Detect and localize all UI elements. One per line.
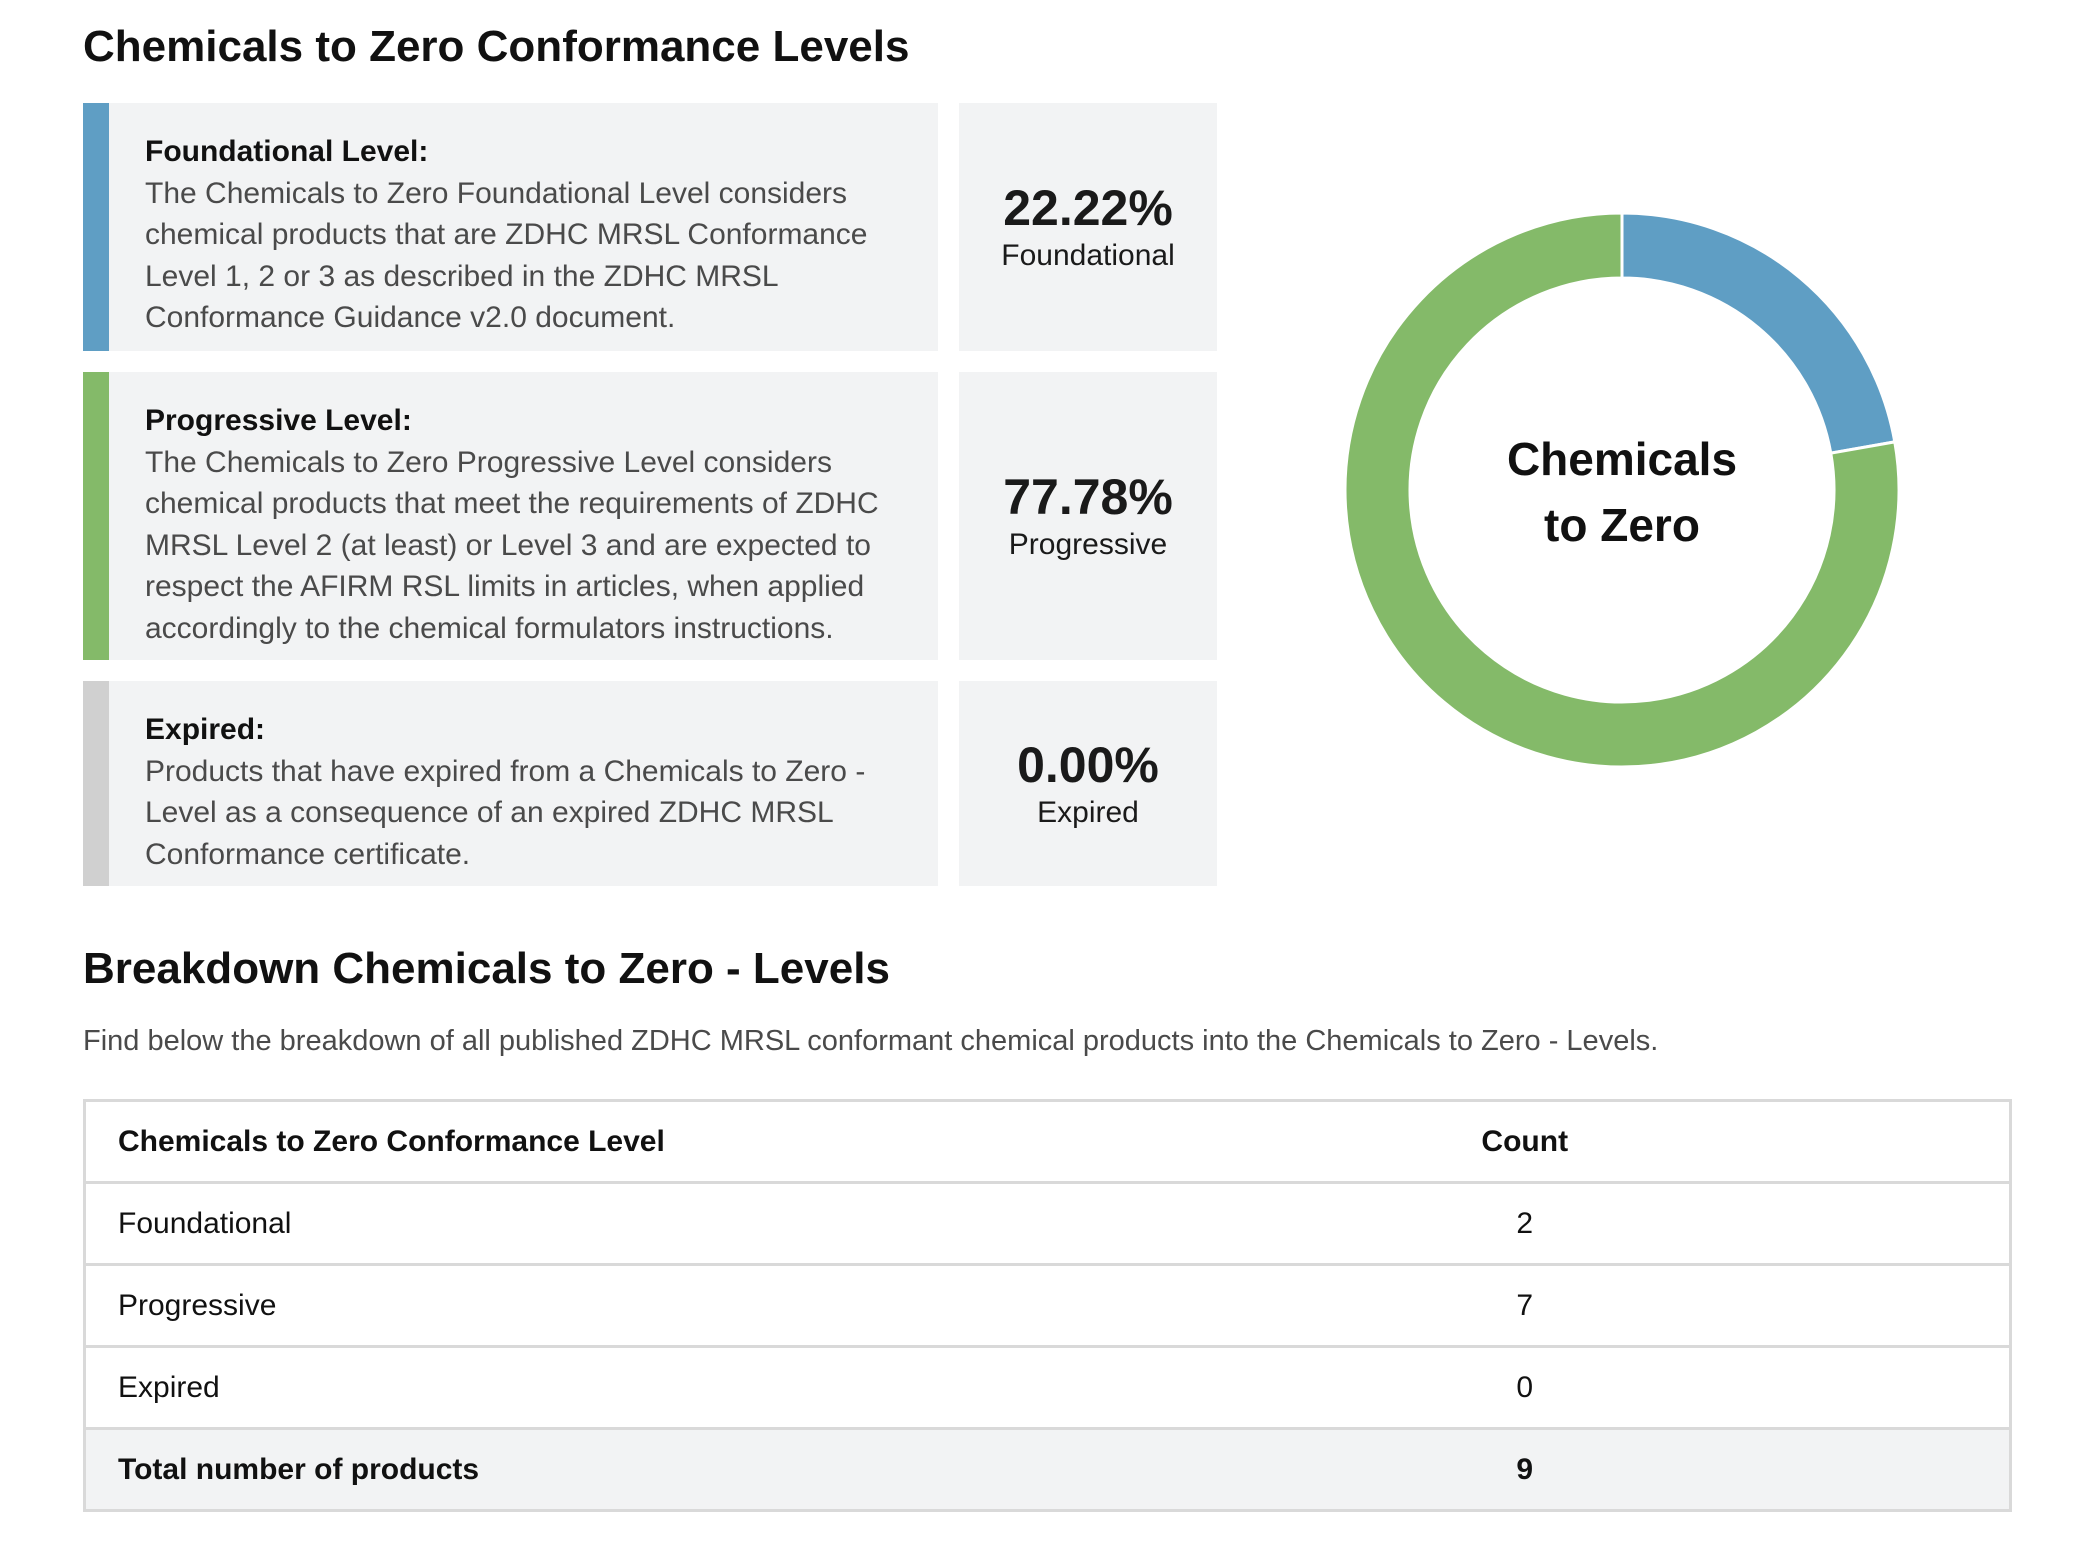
table-total-row bbox=[85, 1429, 2011, 1511]
column-header-count: Count bbox=[1041, 1101, 2011, 1183]
expired-level-description: Products that have expired from a Chemicals to Zero - Level as a consequence of an expired ZDHC MRSL Conformance certificate. bbox=[145, 754, 866, 871]
row-count: 7 bbox=[1041, 1265, 2011, 1347]
breakdown-table bbox=[83, 1099, 2012, 1512]
expired-level-card bbox=[83, 681, 938, 886]
table-header-row bbox=[85, 1101, 2011, 1183]
expired-level-title: Expired: bbox=[145, 713, 266, 746]
progressive-percent: 77.78% bbox=[1003, 469, 1173, 525]
breakdown-description: Find below the breakdown of all published ZDHC MRSL conformant chemical products into the Chemicals to Zero - Levels. bbox=[83, 1025, 1659, 1057]
foundational-stat-label: Foundational bbox=[1001, 239, 1175, 272]
table-row bbox=[85, 1265, 2011, 1347]
progressive-level-title: Progressive Level: bbox=[145, 404, 412, 437]
progressive-stat-label: Progressive bbox=[1008, 528, 1168, 561]
table-row bbox=[85, 1183, 2011, 1265]
donut-segment-foundational[interactable] bbox=[1622, 213, 1895, 453]
foundational-percent: 22.22% bbox=[1003, 180, 1173, 236]
conformance-donut-chart bbox=[1340, 200, 1920, 780]
row-count: 2 bbox=[1041, 1183, 2011, 1265]
breakdown-title: Breakdown Chemicals to Zero - Levels bbox=[83, 944, 890, 993]
progressive-color-bar bbox=[83, 372, 109, 660]
expired-stat-label: Expired bbox=[1037, 795, 1139, 829]
page-title: Chemicals to Zero Conformance Levels bbox=[83, 22, 910, 71]
donut-center-line1: Chemicals bbox=[1506, 433, 1738, 485]
progressive-stat-card bbox=[959, 372, 1217, 660]
foundational-level-description: The Chemicals to Zero Foundational Level considers chemical products that are ZDHC MRSL Conformance Level 1, 2 or 3 as described in the ZDHC MRSL Conformance Guidance v2.0 document. bbox=[145, 176, 868, 334]
progressive-level-card bbox=[83, 372, 938, 660]
donut-center-line2: to Zero bbox=[1544, 499, 1700, 551]
column-header-level: Chemicals to Zero Conformance Level bbox=[85, 1101, 1041, 1183]
foundational-level-title: Foundational Level: bbox=[145, 135, 429, 168]
row-count: 0 bbox=[1041, 1347, 2011, 1429]
foundational-stat-card bbox=[959, 103, 1217, 351]
expired-stat-card bbox=[959, 681, 1217, 886]
table-row bbox=[85, 1347, 2011, 1429]
row-level: Expired bbox=[85, 1347, 1041, 1429]
total-label: Total number of products bbox=[85, 1429, 1041, 1511]
progressive-level-description: The Chemicals to Zero Progressive Level considers chemical products that meet the requirements of ZDHC MRSL Level 2 (at least) or Level 3 and are expected to respect the AFIRM RSL limits in articles, when applied accordingly to the chemical formulators instructions. bbox=[145, 445, 879, 645]
row-level: Progressive bbox=[85, 1265, 1041, 1347]
row-level: Foundational bbox=[85, 1183, 1041, 1265]
foundational-color-bar bbox=[83, 103, 109, 351]
foundational-level-card bbox=[83, 103, 938, 351]
expired-percent: 0.00% bbox=[1017, 736, 1159, 793]
total-count: 9 bbox=[1041, 1429, 2011, 1511]
expired-color-bar bbox=[83, 681, 109, 886]
